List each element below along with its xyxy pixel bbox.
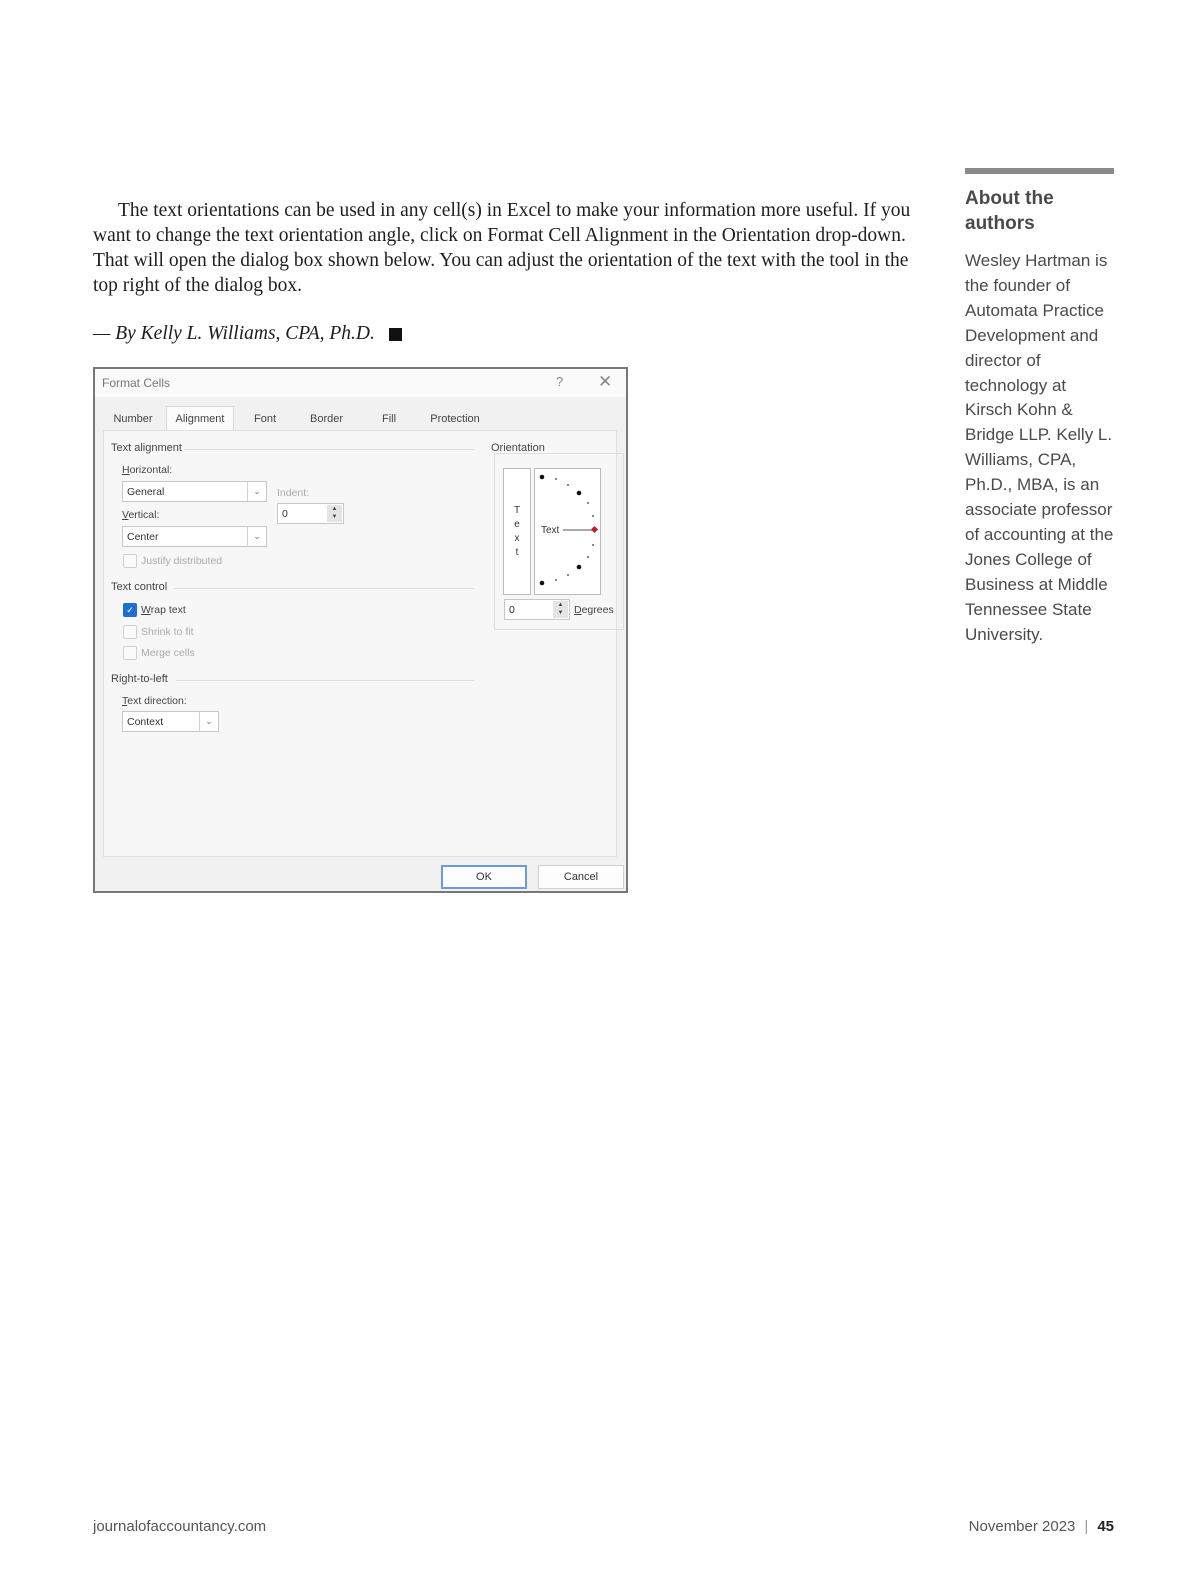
footer-issue (969, 1518, 1114, 1535)
spinner-arrows-icon[interactable]: ▲ ▼ (327, 505, 342, 522)
group-divider (174, 588, 474, 589)
indent-spinner[interactable] (277, 503, 344, 524)
spinner-arrows-icon[interactable]: ▲ ▼ (553, 601, 568, 618)
orientation-dial[interactable] (534, 468, 601, 595)
vertical-label: Vertical: (122, 509, 160, 521)
tab-fill[interactable]: Fill (381, 413, 397, 425)
text-direction-label: Text direction: (122, 695, 187, 707)
group-divider (184, 449, 474, 450)
tab-protection[interactable]: Protection (430, 413, 480, 425)
sidebar-bio: Wesley Hartman is the founder of Automata Practice Development and director of technology at Kirsch Kohn & Bridge LLP. Kelly L. Williams, CPA, Ph.D., MBA, is an associate professor of accounting at the Jones College of Business at Middle Tennessee State University. (965, 251, 1114, 644)
cancel-button[interactable]: Cancel (538, 865, 624, 889)
ok-button[interactable]: OK (441, 865, 527, 889)
shrink-to-fit-label: Shrink to fit (141, 626, 194, 638)
dial-text-label: Text (541, 525, 560, 536)
sidebar-heading: About the authors (965, 188, 1054, 234)
horizontal-value: General (127, 486, 165, 498)
text-direction-select[interactable] (122, 711, 219, 732)
help-icon[interactable]: ? (556, 374, 564, 389)
text-control-group-label: Text control (111, 581, 168, 593)
merge-cells-label: Merge cells (141, 647, 195, 659)
horizontal-label: Horizontal: (122, 464, 173, 476)
end-mark-icon (389, 328, 402, 341)
wrap-text-checkbox[interactable]: ✓ (123, 603, 137, 617)
shrink-to-fit-checkbox[interactable] (123, 625, 137, 639)
orientation-group (494, 453, 624, 630)
indent-value: 0 (282, 508, 288, 520)
vertical-text-letters: T e x t (513, 505, 521, 558)
tab-font[interactable]: Font (253, 413, 276, 425)
justify-distributed-label: Justify distributed (141, 555, 223, 567)
article-paragraph: The text orientations can be used in any cell(s) in Excel to make your information more useful. If you want to change the text orientation angle, click on Format Cell Alignment in the Orientation drop-down. That will open the dialog box shown below. You can adjust the orientation of the text with the tool in the top right of the dialog box. (93, 200, 911, 296)
degrees-label: Degrees (574, 604, 614, 616)
horizontal-select[interactable] (122, 481, 267, 502)
byline-text: — By Kelly L. Williams, CPA, Ph.D. (93, 323, 375, 344)
chevron-down-icon: ⌄ (247, 527, 266, 546)
dialog-titlebar (95, 369, 626, 397)
article-byline (93, 323, 402, 345)
vertical-value: Center (127, 531, 159, 543)
degrees-value: 0 (509, 604, 515, 616)
indent-label: Indent: (277, 487, 310, 499)
sidebar-rule (965, 168, 1114, 174)
degrees-spinner[interactable] (504, 599, 570, 620)
justify-distributed-checkbox[interactable] (123, 554, 137, 568)
footer-separator: | (1084, 1518, 1089, 1535)
tab-border[interactable]: Border (309, 413, 344, 425)
page-number: 45 (1097, 1518, 1114, 1535)
footer-site: journalofaccountancy.com (93, 1518, 267, 1535)
footer-issue-date: November 2023 (968, 1518, 1076, 1535)
tab-number[interactable]: Number (113, 413, 153, 425)
vertical-select[interactable] (122, 526, 267, 547)
close-icon[interactable]: ✕ (598, 372, 613, 391)
format-cells-dialog (93, 367, 628, 893)
tab-alignment[interactable]: Alignment (166, 406, 234, 431)
merge-cells-checkbox[interactable] (123, 646, 137, 660)
alignment-panel (103, 430, 617, 857)
chevron-down-icon: ⌄ (247, 482, 266, 501)
wrap-text-label: Wrap text (141, 604, 186, 616)
orientation-group-label: Orientation (491, 442, 545, 454)
text-alignment-group-label: Text alignment (111, 442, 182, 454)
chevron-down-icon: ⌄ (199, 712, 218, 731)
vertical-text-button[interactable] (503, 468, 531, 595)
right-to-left-group-label: Right-to-left (111, 673, 168, 685)
group-divider (176, 680, 474, 681)
text-direction-value: Context (127, 716, 164, 728)
dialog-title: Format Cells (102, 376, 171, 390)
